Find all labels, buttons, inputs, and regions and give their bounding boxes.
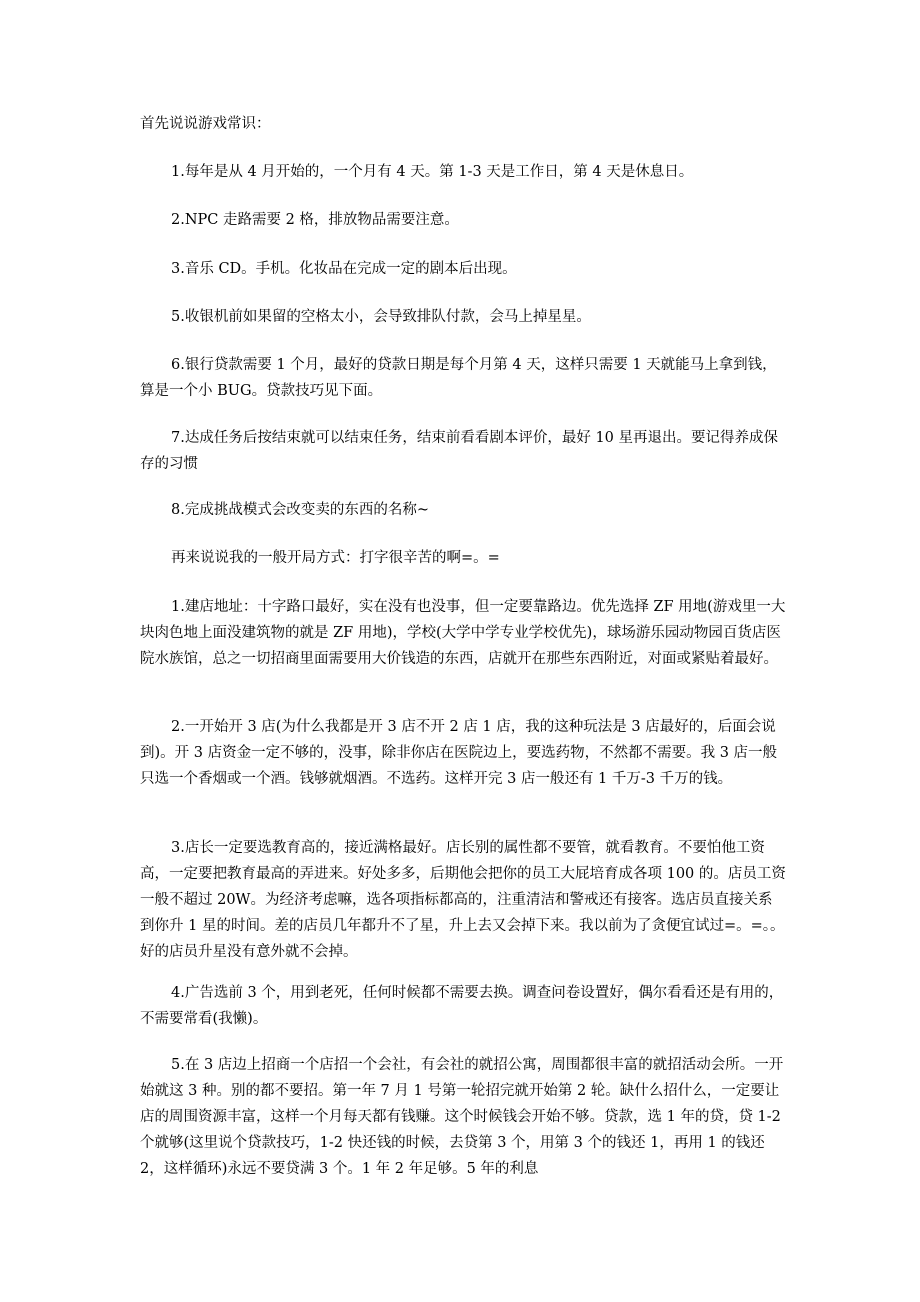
step-item-1: 1.建店地址：十字路口最好，实在没有也没事，但一定要靠路边。优先选择 ZF 用地(游戏里一大块肉色地上面没建筑物的就是 ZF 用地)，学校(大学中学专业学校优先)，球场游乐园动物园百货店医院水族馆，总之一切招商里面需要用大价钱造的东西，店就开在那些东西附近，对面或紧贴着最好。 [140, 599, 786, 667]
tip-item-6: 6.银行贷款需要 1 个月，最好的贷款日期是每个月第 4 天，这样只需要 1 天就能马上拿到钱，算是一个小 BUG。贷款技巧见下面。 [140, 357, 777, 399]
tip-item-7: 7.达成任务后按结束就可以结束任务，结束前看看剧本评价，最好 10 星再退出。要记得养成保存的习惯 [140, 430, 778, 472]
tip-item-3: 3.音乐 CD。手机。化妆品在完成一定的剧本后出现。 [171, 261, 517, 277]
step-item-5: 5.在 3 店边上招商一个店招一个会社，有会社的就招公寓，周围都很丰富的就招活动会所。一开始就这 3 种。别的都不要招。第一年 7 月 1 号第一轮招完就开始第 2 轮。缺什么招什么，一定要让店的周围资源丰富，这样一个月每天都有钱赚。这个时候钱会开始不够。贷款，选 1 年的贷，贷 1-2 个就够(这里说个贷款技巧，1-2 快还钱的时候，去贷第 3 个，用第 3 个的钱还 1，再用 1 的钱还 2，这样循环)永远不要贷满 3 个。1 年 2 年足够。5 年的利息 [140, 1057, 784, 1177]
tip-item-2: 2.NPC 走路需要 2 格，排放物品需要注意。 [171, 212, 459, 228]
intro-heading: 首先说说游戏常识： [140, 116, 271, 132]
step-item-2: 2.一开始开 3 店(为什么我都是开 3 店不开 2 店 1 店，我的这种玩法是 3 店最好的，后面会说到)。开 3 店资金一定不够的，没事，除非你店在医院边上，要选药物，不然都不需要。我 3 店一般只选一个香烟或一个酒。钱够就烟酒。不选药。这样开完 3 店一般还有 1 千万-3 千万的钱。 [140, 719, 778, 787]
opening-intro: 再来说说我的一般开局方式：打字很辛苦的啊=。= [171, 550, 500, 566]
tip-item-8: 8.完成挑战模式会改变卖的东西的名称~ [171, 502, 429, 518]
step-item-3: 3.店长一定要选教育高的，接近满格最好。店长别的属性都不要管，就看教育。不要怕他工资高，一定要把教育最高的弄进来。好处多多，后期他会把你的员工大屁培育成各项 100 的。店员工资一般不超过 20W。为经济考虑嘛，选各项指标都高的，注重清洁和警戒还有接客。选店员直接关系到你升 1 星的时间。差的店员几年都升不了星，升上去又会掉下来。我以前为了贪便宜试过=。=。。好的店员升星没有意外就不会掉。 [140, 840, 786, 960]
step-item-4: 4.广告选前 3 个，用到老死，任何时候都不需要去换。调查问卷设置好，偶尔看看还是有用的，不需要常看(我懒)。 [140, 985, 784, 1027]
tip-item-5: 5.收银机前如果留的空格太小，会导致排队付款，会马上掉星星。 [171, 309, 591, 325]
tip-item-1: 1.每年是从 4 月开始的，一个月有 4 天。第 1-3 天是工作日，第 4 天是休息日。 [171, 164, 694, 180]
